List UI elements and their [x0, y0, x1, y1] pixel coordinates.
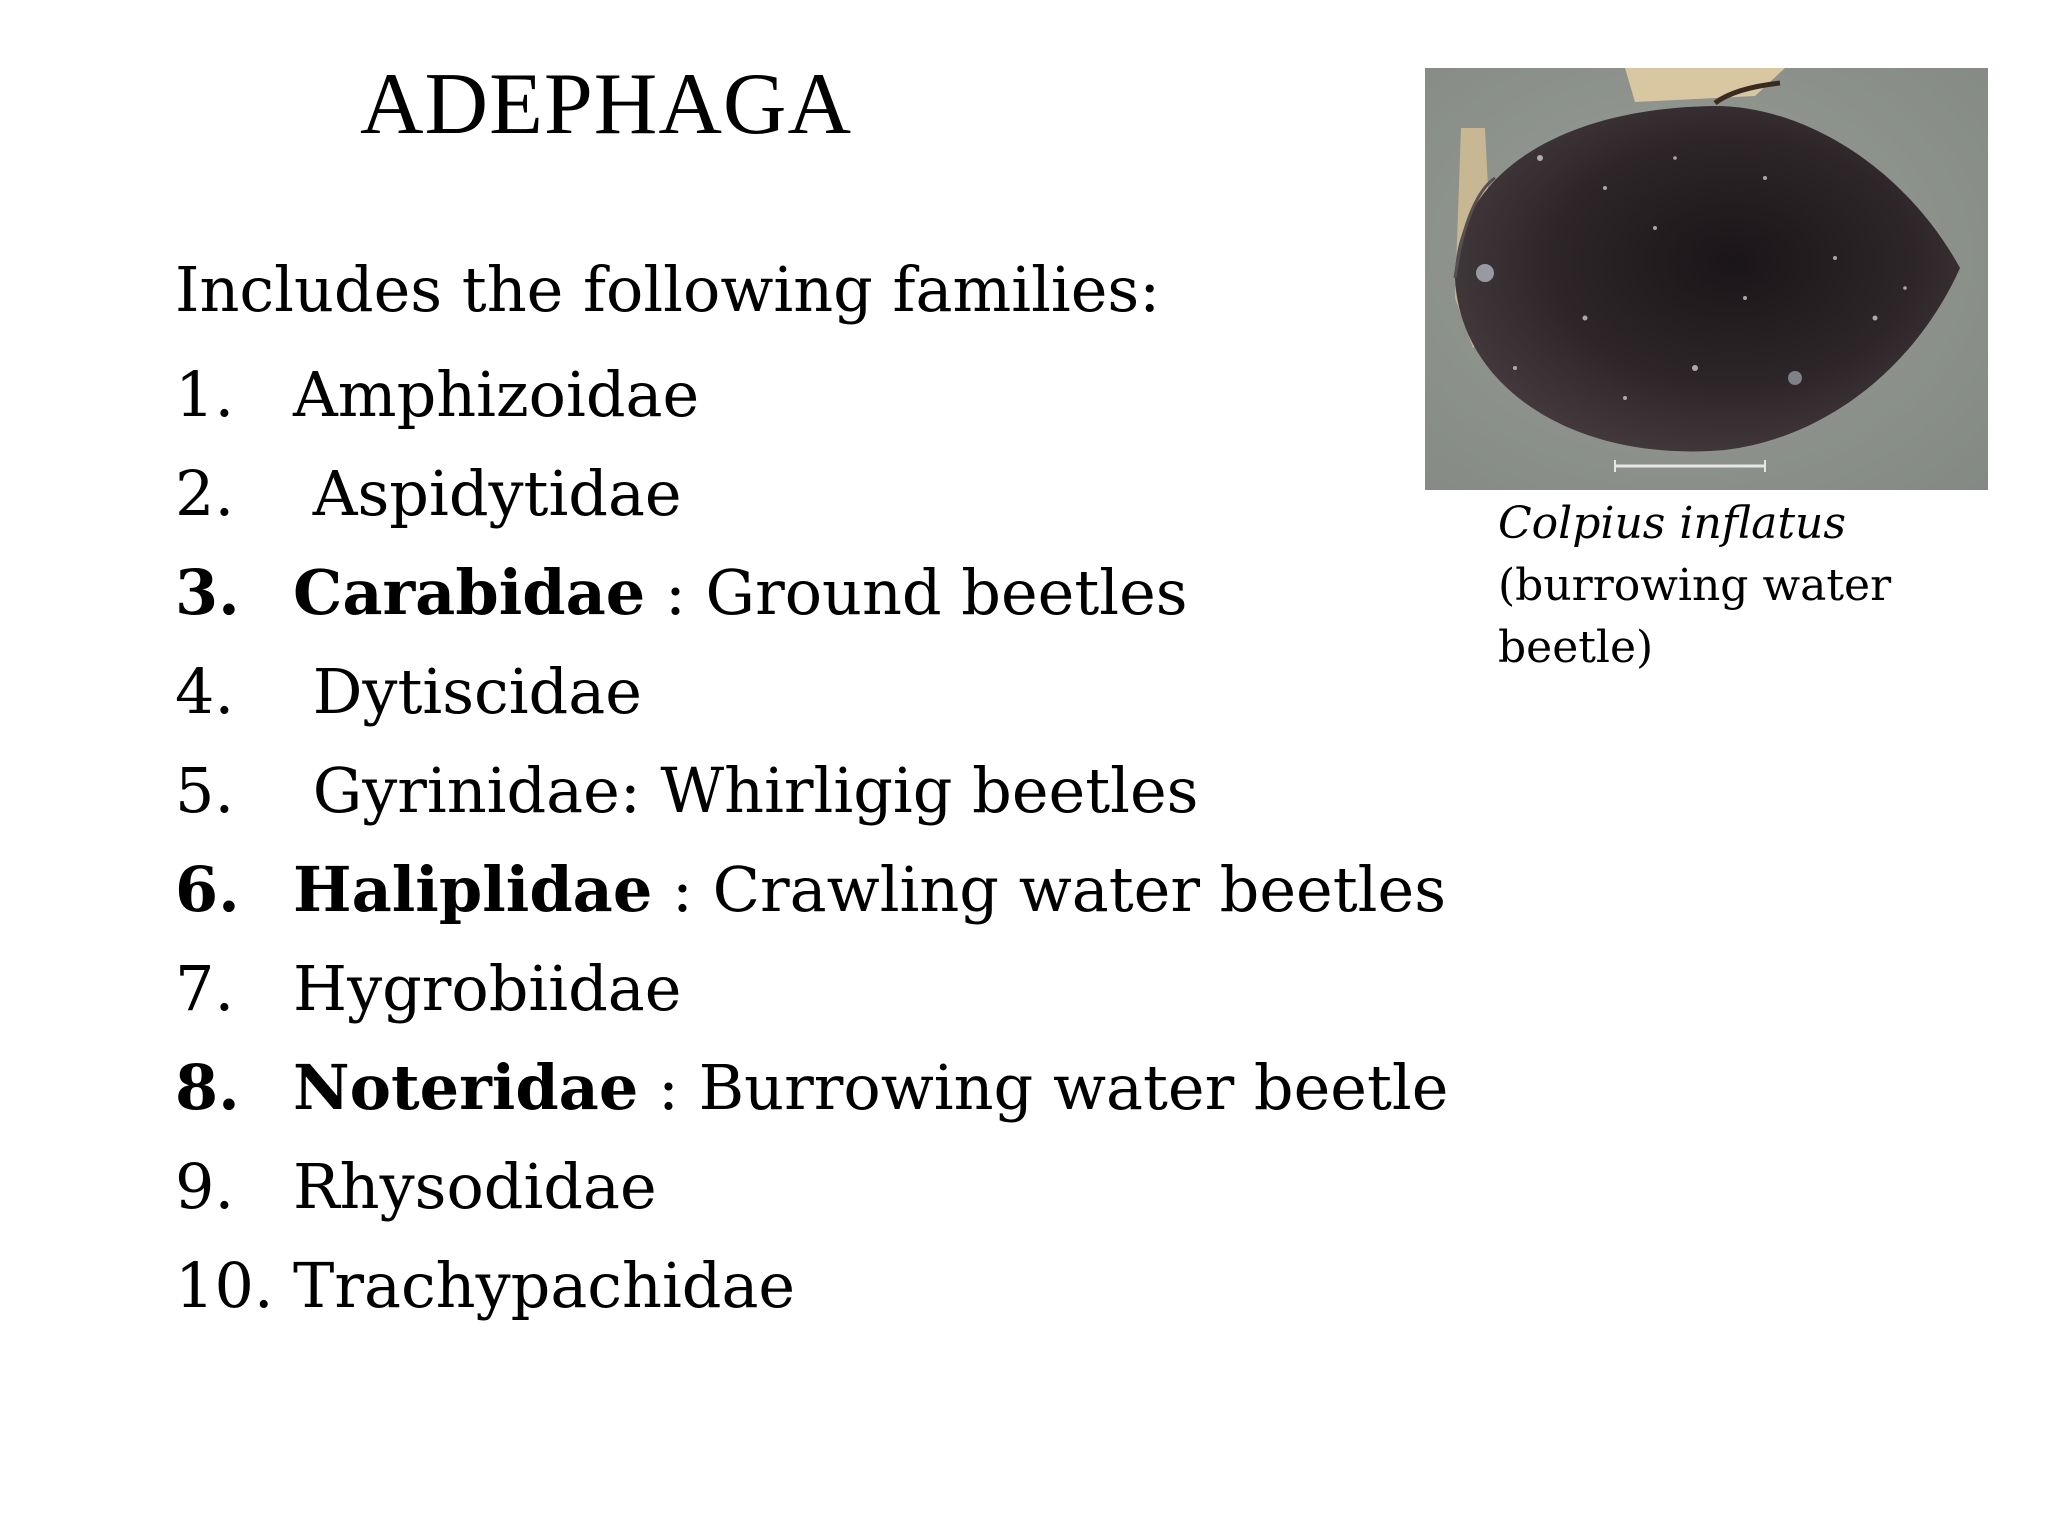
family-number: 10.	[175, 1249, 274, 1322]
slide-title: ADEPHAGA	[360, 56, 852, 153]
family-number: 5.	[175, 754, 235, 827]
family-name: Noteridae	[293, 1051, 639, 1124]
family-number: 3.	[175, 556, 240, 629]
family-name: Hygrobiidae	[293, 952, 682, 1025]
family-list	[175, 345, 1448, 1335]
family-item-dytiscidae	[175, 642, 1448, 741]
family-item-amphizoidae	[175, 345, 1448, 444]
caption-description-line1: (burrowing water	[1498, 560, 1892, 611]
family-name: Dytiscidae	[293, 655, 642, 728]
family-name: Rhysodidae	[293, 1150, 657, 1223]
caption-description-line2: beetle)	[1498, 622, 1654, 673]
family-name: Carabidae	[293, 556, 646, 629]
family-number: 8.	[175, 1051, 240, 1124]
family-item-trachypachidae	[175, 1236, 1448, 1335]
family-item-rhysodidae	[175, 1137, 1448, 1236]
caption-species-name: Colpius inflatus	[1498, 498, 1846, 549]
intro-text: Includes the following families:	[175, 253, 1161, 326]
family-common-name: : Crawling water beetles	[652, 853, 1447, 926]
family-common-name: : Burrowing water beetle	[638, 1051, 1449, 1124]
family-common-name: : Ground beetles	[645, 556, 1188, 629]
family-name: Gyrinidae: Whirligig beetles	[293, 754, 1199, 827]
image-caption	[1498, 493, 1968, 679]
family-number: 1.	[175, 358, 235, 431]
family-number: 4.	[175, 655, 235, 728]
family-number: 9.	[175, 1150, 235, 1223]
family-item-carabidae	[175, 543, 1448, 642]
family-number: 2.	[175, 457, 235, 530]
family-item-haliplidae	[175, 840, 1448, 939]
family-item-aspidytidae	[175, 444, 1448, 543]
beetle-specimen-image	[1425, 68, 1988, 490]
family-item-gyrinidae	[175, 741, 1448, 840]
family-number: 7.	[175, 952, 235, 1025]
family-number: 6.	[175, 853, 240, 926]
family-item-hygrobiidae	[175, 939, 1448, 1038]
family-name: Haliplidae	[293, 853, 653, 926]
family-name: Aspidytidae	[293, 457, 682, 530]
family-item-noteridae	[175, 1038, 1448, 1137]
family-name: Amphizoidae	[293, 358, 700, 431]
family-name: Trachypachidae	[293, 1249, 796, 1322]
